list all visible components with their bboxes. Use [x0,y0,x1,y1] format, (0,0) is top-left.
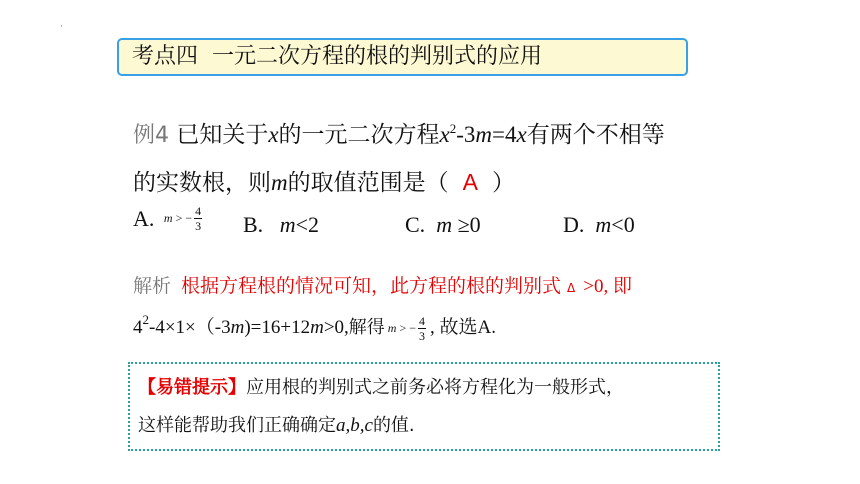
analysis-line-2 [133,308,733,348]
problem-text-1: 已知关于 [176,122,269,148]
l2-m2: m [310,317,324,338]
option-b-label: B. [243,212,264,237]
corner-mark: · [60,22,63,32]
option-d-rest: <0 [611,212,635,237]
l2-numerator: 4 [419,314,426,329]
option-a-numerator: 4 [195,204,202,219]
equation-x: x [439,122,450,147]
option-a-denominator: 3 [195,219,202,234]
problem-statement [133,111,743,207]
option-a-fraction [194,205,202,232]
tip-line-2 [138,407,718,445]
l2-d: >0, [323,317,349,338]
problem-text-3: 有两个不相等 [526,122,665,148]
problem-text-2: 的一元二次方程 [278,122,440,148]
problem-text-6: ） [491,170,515,196]
problem-var-m: m [271,170,288,195]
option-d[interactable] [563,212,635,238]
option-c-var: m [436,212,453,237]
answer-options [133,204,773,244]
tip-text-3: 的值. [372,415,415,436]
option-a-label: A. [133,205,155,231]
tip-vars: a,b,c [336,415,373,436]
l2-fraction [418,315,426,342]
option-a-var: m [163,211,173,226]
title-prefix: 考点四 [132,44,199,69]
analysis-text: 根据方程根的情况可知，此方程的根的判别式 [181,275,562,297]
l2-exponent: 2 [142,312,149,327]
analysis-line1-end: >0, 即 [583,276,632,297]
delta-symbol: Δ [567,281,576,295]
tip-label: 【易错提示】 [138,377,246,398]
l2-b: -4×1×（-3 [149,317,231,338]
problem-text-5: 的取值范围是（ [287,170,449,196]
l2-frac-var: m [387,321,397,336]
tip-text-2: 这样能帮助我们正确确定 [138,415,336,436]
analysis-label: 解析 [133,275,172,297]
problem-label: 例4 [133,123,169,148]
option-a-op: > − [175,211,193,226]
option-d-label: D. [563,212,585,237]
option-b[interactable] [243,212,319,238]
equation-m: m [475,122,493,147]
tip-text-1: 应用根的判别式之前务必将方程化为一般形式， [246,377,624,398]
option-d-var: m [595,212,612,237]
option-b-rest: <2 [295,212,319,237]
equation-equals: =4 [492,122,517,147]
analysis-line-1 [133,267,733,308]
analysis-section [133,267,733,348]
answer-choice: A [462,169,478,195]
l2-solve-text: 解得 [348,317,385,338]
l2-end: , 故选A. [430,317,496,338]
l2-c: )=16+12 [244,317,311,338]
tip-line-1 [138,369,718,407]
equation-x2: x [516,122,527,147]
equation-exponent: 2 [449,121,457,136]
l2-fraction-expression [388,309,426,348]
section-title [117,38,688,76]
option-c[interactable] [405,212,481,238]
problem-var-x: x [268,122,279,147]
tip-box [128,362,720,451]
option-b-var: m [279,212,296,237]
option-a[interactable] [133,204,202,232]
l2-a: 4 [133,317,143,338]
l2-denominator: 3 [419,329,426,344]
option-c-label: C. [405,212,426,237]
l2-frac-op: > − [399,321,417,336]
title-text: 一元二次方程的根的判别式的应用 [212,44,543,69]
l2-m: m [230,317,245,338]
equation-minus: -3 [456,122,476,147]
option-a-expression [164,205,202,232]
option-c-rest: ≥0 [457,212,481,237]
problem-text-4: 的实数根，则 [133,170,271,196]
